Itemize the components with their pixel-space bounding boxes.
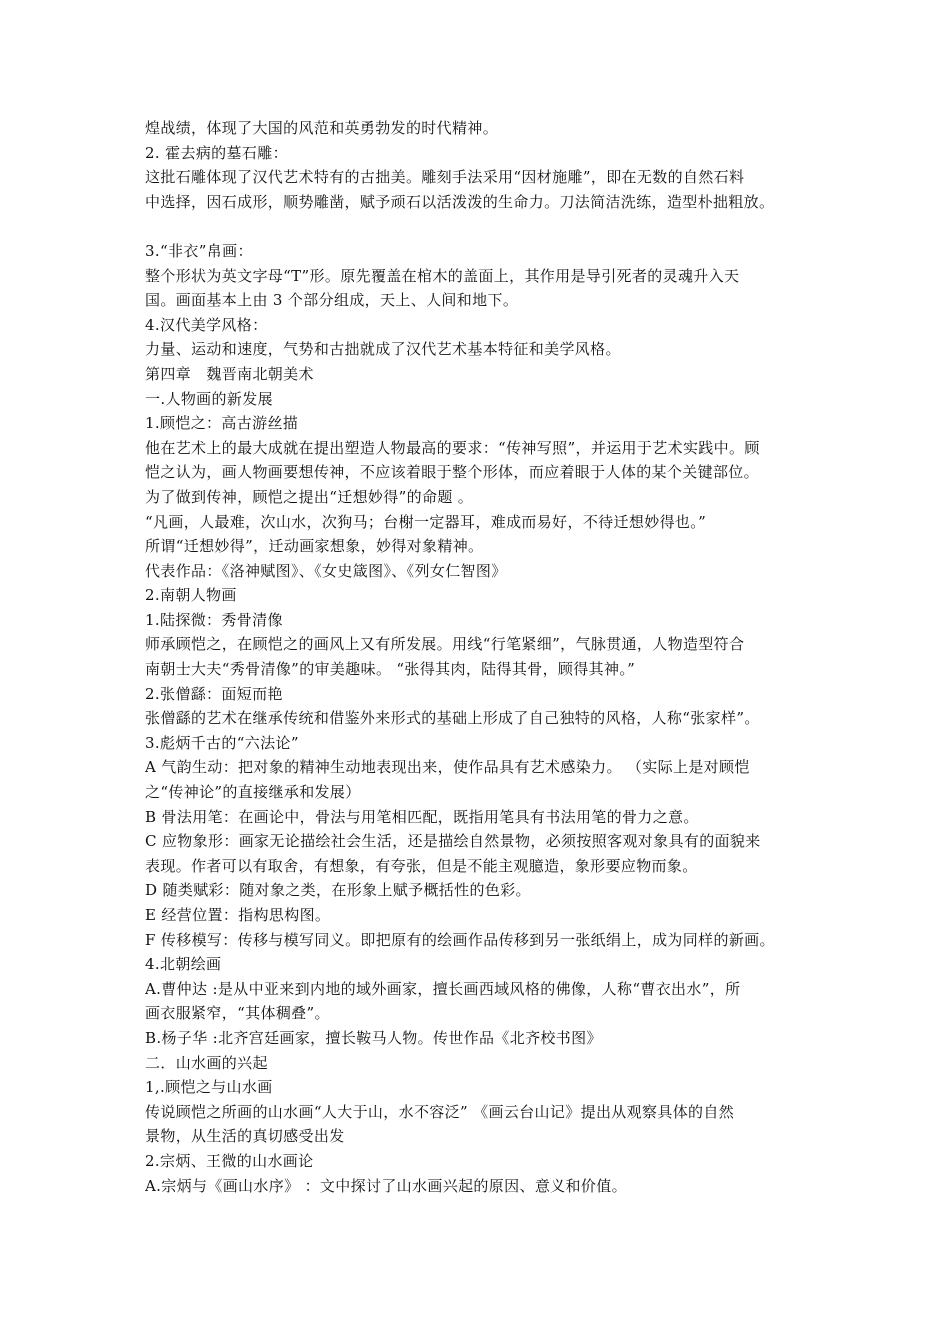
text-line: 中选择，因石成形，顺势雕凿，赋予顽石以活泼泼的生命力。刀法简洁洗练，造型朴拙粗放。 [145,192,775,211]
text-line: 2. 霍去病的墓石雕： [145,143,288,162]
text-line: 煌战绩，体现了大国的风范和英勇勃发的时代精神。 [145,119,499,137]
text-line: 画衣服紧窄，“其体稠叠”。 [145,1004,330,1023]
text-line: 传说顾恺之所画的山水画“人大于山，水不容泛” 《画云台山记》提出从观察具体的自然 [145,1102,735,1121]
text-line: A.宗炳与《画山水序》 ：文中探讨了山水画兴起的原因、意义和价值。 [145,1176,627,1195]
text-line: A.曹仲达 :是从中亚来到内地的域外画家，擅长画西域风格的佛像，人称“曹衣出水”，所 [145,979,741,998]
text-line: 2.张僧繇：面短而艳 [145,684,283,703]
text-line: 国。画面基本上由 3 个部分组成，天上、人间和地下。 [145,291,519,310]
text-line: 景物，从生活的真切感受出发 [145,1127,345,1146]
text-line: 2.宗炳、王微的山水画论 [145,1151,314,1170]
text-line: 4.北朝绘画 [145,955,222,974]
text-line: B 骨法用笔：在画论中，骨法与用笔相匹配，既指用笔具有书法用笔的骨力之意。 [145,807,699,826]
text-line: 4.汉代美学风格： [145,315,268,334]
document-page [145,116,810,1198]
text-line: 一.人物画的新发展 [145,389,273,408]
text-line: 为了做到传神，顾恺之提出“迁想妙得”的命题 。 [145,487,474,506]
text-line: 2.南朝人物画 [145,586,237,605]
text-line: 师承顾恺之，在顾恺之的画风上又有所发展。用线“行笔紧细”，气脉贯通，人物造型符合 [145,635,745,654]
text-line: 这批石雕体现了汉代艺术特有的古拙美。雕刻手法采用“因材施雕”，即在无数的自然石料 [145,168,745,187]
text-line: C 应物象形：画家无论描绘社会生活，还是描绘自然景物，必须按照客观对象具有的面貌来 [145,832,761,851]
text-line: 3.“非衣”帛画： [145,241,253,260]
text-line: 3.彪炳千古的“六法论” [145,733,299,752]
text-line: E 经营位置：指构思构图。 [145,906,331,924]
blank-line [145,214,810,239]
text-line: 1,.顾恺之与山水画 [145,1078,273,1097]
text-line: 表现。作者可以有取舍，有想象，有夸张，但是不能主观臆造，象形要应物而象。 [145,856,698,875]
text-line: 恺之认为，画人物画要想传神，不应该着眼于整个形体，而应着眼于人体的某个关键部位。 [145,463,760,482]
text-line: 南朝士大夫“秀骨清像”的审美趣味。 “张得其肉，陆得其骨，顾得其神。” [145,660,636,679]
text-line: 他在艺术上的最大成就在提出塑造人物最高的要求：“传神写照”，并运用于艺术实践中。顾 [145,438,760,457]
text-line: 1.顾恺之：高古游丝描 [145,414,299,433]
text-line: 第四章 魏晋南北朝美术 [145,364,314,383]
text-line: “凡画，人最难，次山水，次狗马；台榭一定器耳，难成而易好，不待迁想妙得也。” [145,512,707,531]
text-line: 所谓“迁想妙得”，迁动画家想象，妙得对象精神。 [145,537,484,556]
text-line: F 传移模写：传移与模写同义。即把原有的绘画作品传移到另一张纸绢上，成为同样的新画。 [145,930,775,949]
text-line: 力量、运动和速度，气势和古拙就成了汉代艺术基本特征和美学风格。 [145,340,621,359]
text-line: 代表作品：《洛神赋图》、《女史箴图》、《列女仁智图》 [145,561,507,580]
text-line: D 随类赋彩：随对象之类，在形象上赋予概括性的色彩。 [145,881,531,900]
text-line: B.杨子华 :北齐宫廷画家，擅长鞍马人物。传世作品《北齐校书图》 [145,1028,602,1047]
text-line: 1.陆探微：秀骨清像 [145,610,283,629]
text-line: A 气韵生动：把对象的精神生动地表现出来，使作品具有艺术感染力。 （实际上是对顾恺 [145,758,750,777]
text-line: 张僧繇的艺术在继承传统和借鉴外来形式的基础上形成了自己独特的风格，人称“张家样”。 [145,709,760,728]
text-line: 之“传神论”的直接继承和发展） [145,783,361,802]
text-line: 二．山水画的兴起 [145,1053,268,1072]
text-line: 整个形状为英文字母“T”形。原先覆盖在棺木的盖面上，其作用是导引死者的灵魂升入天 [145,266,740,285]
